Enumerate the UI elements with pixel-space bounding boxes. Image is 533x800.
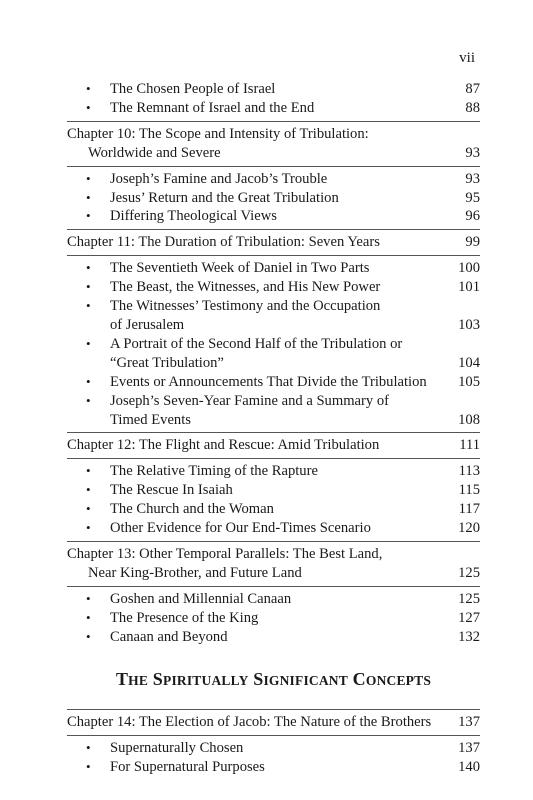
toc-item[interactable] [67, 170, 480, 189]
divider [67, 121, 480, 122]
divider [67, 432, 480, 433]
toc-item-title: Joseph’s Famine and Jacob’s Trouble [110, 170, 328, 187]
chapter-13-entry[interactable] [67, 545, 480, 583]
toc-item[interactable] [67, 297, 480, 335]
toc-item-title: Differing Theological Views [110, 208, 277, 225]
toc-item-page: 127 [458, 609, 480, 626]
toc-item-page: 125 [458, 590, 480, 607]
chapter-11-entry[interactable] [67, 233, 480, 252]
toc-item[interactable] [67, 278, 480, 297]
toc-item-page: 93 [465, 170, 480, 187]
toc-item[interactable] [67, 335, 480, 373]
section-heading: THE SPIRITUALLY SIGNIFICANT CONCEPTS [115, 669, 432, 690]
toc-item-title: The Presence of the King [110, 609, 259, 626]
toc-item[interactable] [67, 500, 480, 519]
chapter-page: 99 [465, 234, 480, 251]
toc-item[interactable] [67, 373, 480, 392]
toc-item-title: The Rescue In Isaiah [110, 482, 233, 499]
toc-item-title: For Supernatural Purposes [110, 759, 265, 776]
toc-item-page: 132 [458, 628, 480, 645]
toc-item-title: The Church and the Woman [110, 501, 274, 518]
toc-item-page: 137 [458, 740, 480, 757]
toc-item-page: 120 [458, 520, 480, 537]
divider [67, 709, 480, 710]
toc-item-title-line-2: “Great Tribulation” [110, 354, 224, 371]
toc-item[interactable] [67, 207, 480, 226]
toc-item-page: 103 [458, 316, 480, 333]
toc-item[interactable] [67, 99, 480, 118]
toc-item-title: Jesus’ Return and the Great Tribulation [110, 189, 339, 206]
chapter-10-entry[interactable] [67, 125, 480, 163]
toc-item[interactable] [67, 80, 480, 99]
toc-item[interactable] [67, 259, 480, 278]
toc-item[interactable] [67, 609, 480, 628]
divider [67, 586, 480, 587]
chapter-title-line-2: Near King-Brother, and Future Land [88, 564, 302, 581]
toc-item-title-line-1: • The Witnesses’ Testimony and the Occupation [110, 298, 381, 315]
toc-item[interactable] [67, 392, 480, 430]
page-number: vii [459, 50, 475, 66]
toc-item-title: The Beast, the Witnesses, and His New Power [110, 279, 381, 296]
chapter-title-line-1: Chapter 12: The Flight and Rescue: Amid Tribulation [67, 437, 380, 454]
toc-item[interactable] [67, 481, 480, 500]
toc-item[interactable] [67, 739, 480, 758]
chapter-page: 111 [459, 437, 480, 454]
toc-item-page: 100 [458, 260, 480, 277]
toc-item-title-line-2: Timed Events [110, 411, 191, 428]
divider [67, 735, 480, 736]
toc-item-title-line-1: • A Portrait of the Second Half of the Tribulation or [110, 335, 403, 352]
chapter-page: 125 [458, 564, 480, 581]
toc-item-page: 104 [458, 354, 480, 371]
chapter-title-line-2: Worldwide and Severe [88, 144, 221, 161]
toc-item-page: 117 [458, 501, 480, 518]
toc-item-page: 105 [458, 373, 480, 390]
toc-item-page: 113 [458, 463, 480, 480]
divider [67, 229, 480, 230]
toc-item-page: 95 [465, 189, 480, 206]
toc-item-title: The Chosen People of Israel [110, 81, 276, 97]
chapter-title-line-1: Chapter 11: The Duration of Tribulation: Seven Years [67, 234, 380, 251]
toc-item[interactable] [67, 590, 480, 609]
toc-item-title: Canaan and Beyond [110, 628, 228, 645]
toc-item-page: 101 [458, 279, 480, 296]
chapter-14-entry[interactable] [67, 713, 480, 732]
toc-item-title-line-1: • Joseph’s Seven-Year Famine and a Summary of [110, 392, 389, 409]
chapter-page: 93 [465, 144, 480, 161]
toc-item-title-line-2: of Jerusalem [110, 316, 185, 333]
toc-item[interactable] [67, 758, 480, 777]
toc-item[interactable] [67, 462, 480, 481]
divider [67, 255, 480, 256]
chapter-title-line-1: Chapter 13: Other Temporal Parallels: The Best Land, [67, 545, 383, 562]
divider [67, 458, 480, 459]
toc-item-title: Events or Announcements That Divide the Tribulation [110, 373, 427, 390]
toc-item-title: The Remnant of Israel and the End [110, 99, 315, 116]
toc-item-page: 88 [465, 99, 480, 116]
chapter-page: 137 [458, 714, 480, 731]
toc-item[interactable] [67, 189, 480, 208]
toc-item-title: Goshen and Millennial Canaan [110, 590, 292, 607]
toc-item[interactable] [67, 628, 480, 647]
toc-item-title: Supernaturally Chosen [110, 740, 244, 757]
chapter-title-line-1: Chapter 10: The Scope and Intensity of Tribulation: [67, 125, 369, 142]
toc-item-title: Other Evidence for Our End-Times Scenario [110, 520, 371, 537]
toc-item[interactable] [67, 519, 480, 538]
divider [67, 166, 480, 167]
divider [67, 541, 480, 542]
toc-item-page: 115 [458, 482, 480, 499]
toc-item-page: 140 [458, 759, 480, 776]
table-of-contents [67, 80, 480, 777]
toc-item-page: 108 [458, 411, 480, 428]
toc-item-title: The Relative Timing of the Rapture [110, 463, 318, 480]
chapter-12-entry[interactable] [67, 436, 480, 455]
chapter-title-line-1: Chapter 14: The Election of Jacob: The Nature of the Brothers [67, 714, 432, 731]
toc-item-title: The Seventieth Week of Daniel in Two Parts [110, 260, 370, 277]
toc-item-page: 96 [465, 208, 480, 225]
toc-item-page: 87 [465, 81, 480, 97]
